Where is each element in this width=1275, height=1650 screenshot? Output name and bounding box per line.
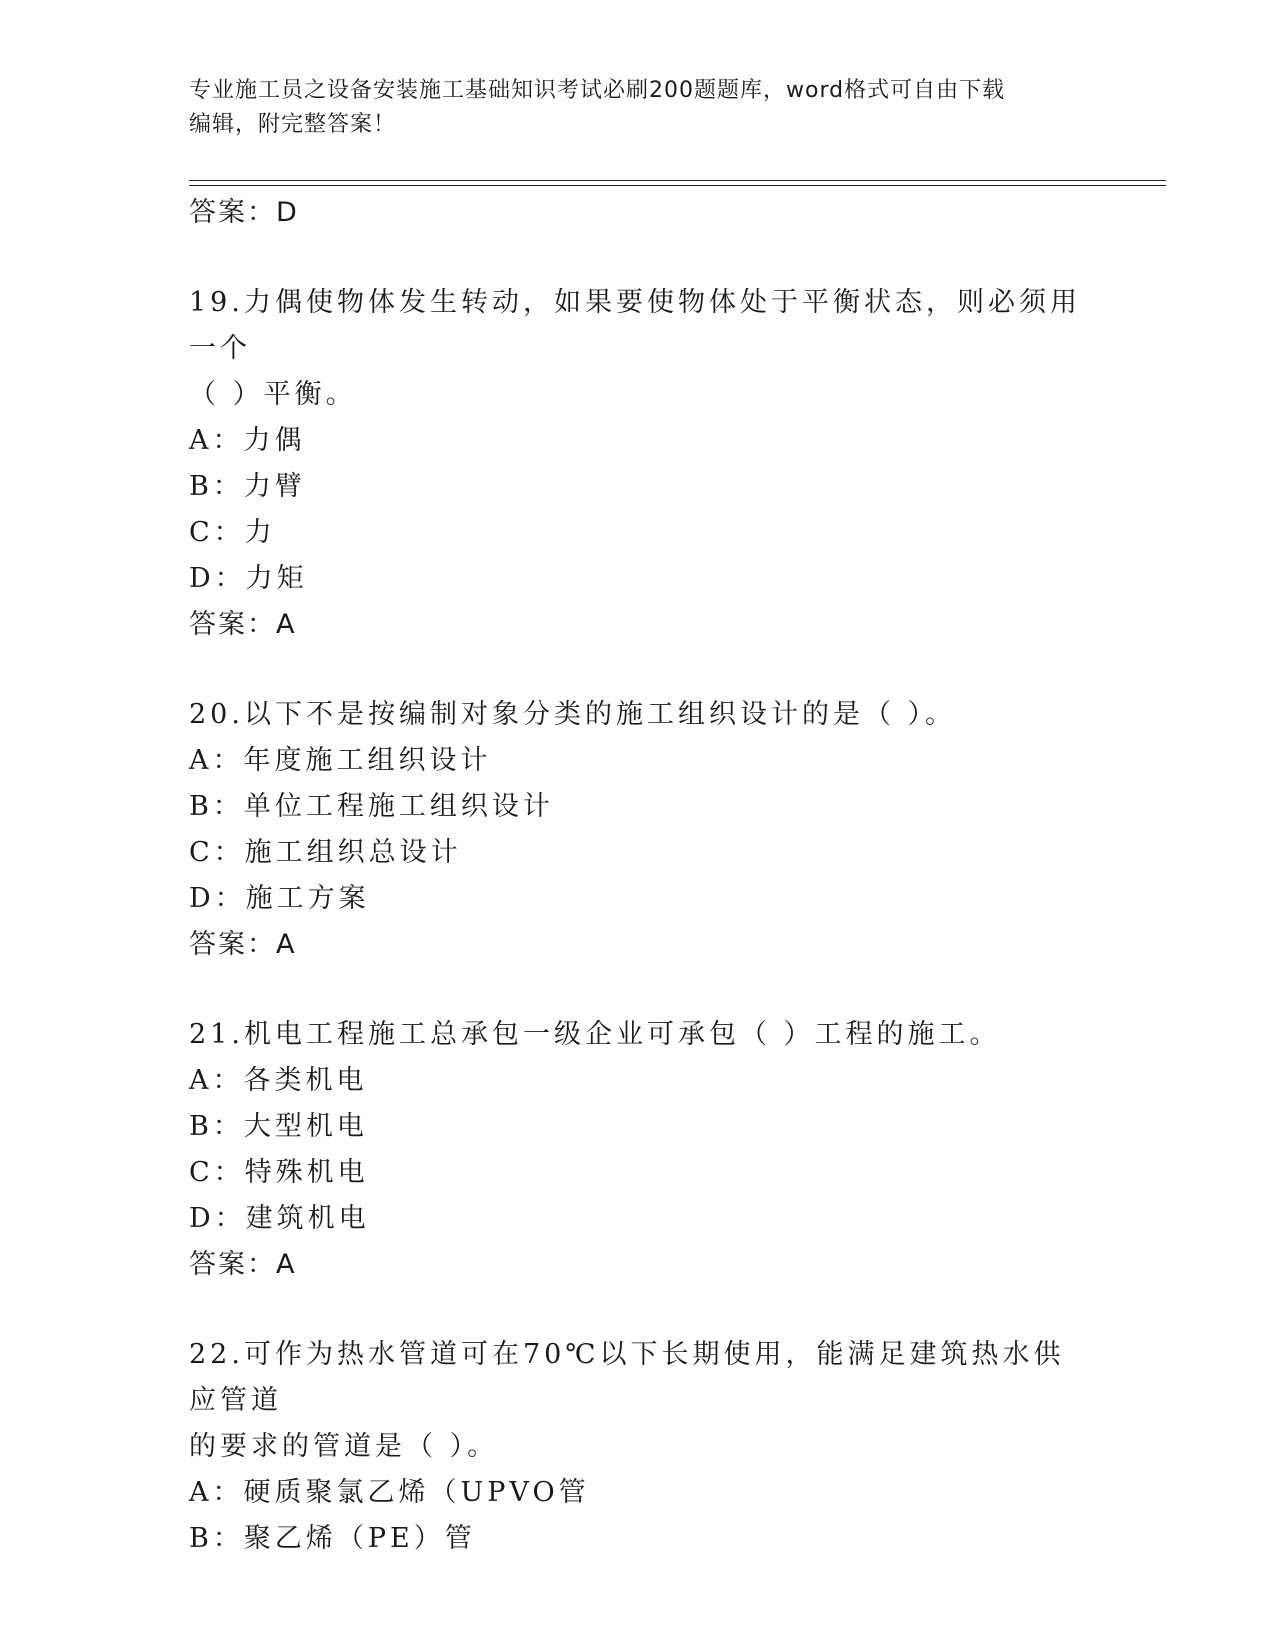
question-21: [189, 1012, 1089, 1288]
option-c: C：特殊机电: [189, 1157, 369, 1188]
option-b: B：大型机电: [189, 1111, 368, 1142]
previous-answer: 答案：D: [189, 197, 299, 228]
option-b: B：力臂: [189, 471, 306, 502]
question-19: [189, 280, 1089, 648]
option-d: D：施工方案: [189, 883, 370, 914]
question-stem-line-1: 22.可作为热水管道可在70℃以下长期使用，能满足建筑热水供应管道: [189, 1339, 1065, 1416]
header-divider-bottom: [189, 185, 1166, 186]
document-header: [189, 74, 1089, 142]
question-stem-line-1: 21.机电工程施工总承包一级企业可承包（ ）工程的施工。: [189, 1019, 1001, 1050]
option-a: A：年度施工组织设计: [189, 745, 492, 776]
option-d: D：建筑机电: [189, 1203, 370, 1234]
option-c: C：施工组织总设计: [189, 837, 462, 868]
question-stem-line-1: 19.力偶使物体发生转动，如果要使物体处于平衡状态，则必须用一个: [189, 287, 1081, 364]
option-a: A：各类机电: [189, 1065, 368, 1096]
question-22: [189, 1332, 1089, 1562]
header-title-line-1: 专业施工员之设备安装施工基础知识考试必刷200题题库，word格式可自由下载: [189, 78, 1006, 103]
option-a: A：力偶: [189, 425, 306, 456]
question-stem-line-2: 的要求的管道是（ ）。: [189, 1431, 499, 1462]
option-a: A：硬质聚氯乙烯（UPVO管: [189, 1477, 590, 1508]
answer: 答案：A: [189, 1249, 297, 1280]
answer: 答案：A: [189, 929, 297, 960]
option-b: B：单位工程施工组织设计: [189, 791, 554, 822]
question-stem-line-1: 20.以下不是按编制对象分类的施工组织设计的是（ ）。: [189, 699, 957, 730]
answer: 答案：A: [189, 609, 297, 640]
option-d: D：力矩: [189, 563, 308, 594]
header-divider-top: [189, 180, 1166, 181]
question-stem-line-2: （ ）平衡。: [189, 379, 357, 410]
question-list: [189, 190, 1089, 1562]
question-20: [189, 692, 1089, 968]
header-title-line-2: 编辑，附完整答案！: [189, 112, 397, 137]
option-b: B：聚乙烯（PE）管: [189, 1523, 476, 1554]
option-c: C：力: [189, 517, 276, 548]
